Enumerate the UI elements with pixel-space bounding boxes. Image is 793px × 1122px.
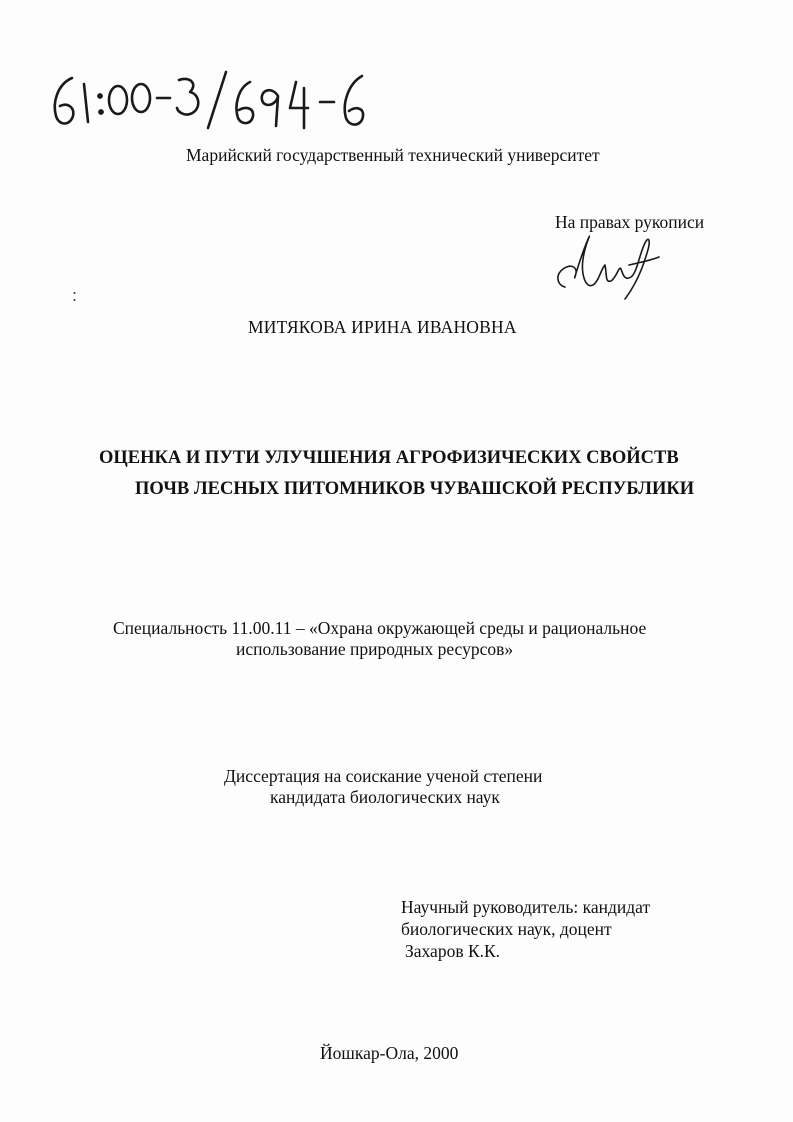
scan-speck (73, 291, 76, 303)
dissertation-type-line2: кандидата биологических наук (270, 787, 500, 807)
manuscript-note: На правах рукописи (555, 212, 705, 232)
author-name: МИТЯКОВА ИРИНА ИВАНОВНА (248, 317, 517, 337)
dissertation-type-line1: Диссертация на соискание ученой степени (224, 766, 543, 786)
supervisor-line2: биологических наук, доцент (401, 919, 612, 939)
city-year: Йошкар-Ола, 2000 (320, 1043, 459, 1063)
supervisor-name: Захаров К.К. (405, 941, 501, 961)
dissertation-title-line2: ПОЧВ ЛЕСНЫХ ПИТОМНИКОВ ЧУВАШСКОЙ РЕСПУБЛИКИ (135, 479, 695, 499)
dissertation-title-line1: ОЦЕНКА И ПУТИ УЛУЧШЕНИЯ АГРОФИЗИЧЕСКИХ СВОЙСТВ (99, 448, 679, 468)
handwritten-archive-number (40, 66, 390, 136)
supervisor-line1: Научный руководитель: кандидат (401, 897, 651, 917)
specialty-line1: Специальность 11.00.11 – «Охрана окружающей среды и рациональное (113, 618, 647, 638)
specialty-line2: использование природных ресурсов» (236, 639, 514, 659)
university-name: Марийский государственный технический университет (186, 145, 600, 165)
signature (545, 225, 670, 305)
